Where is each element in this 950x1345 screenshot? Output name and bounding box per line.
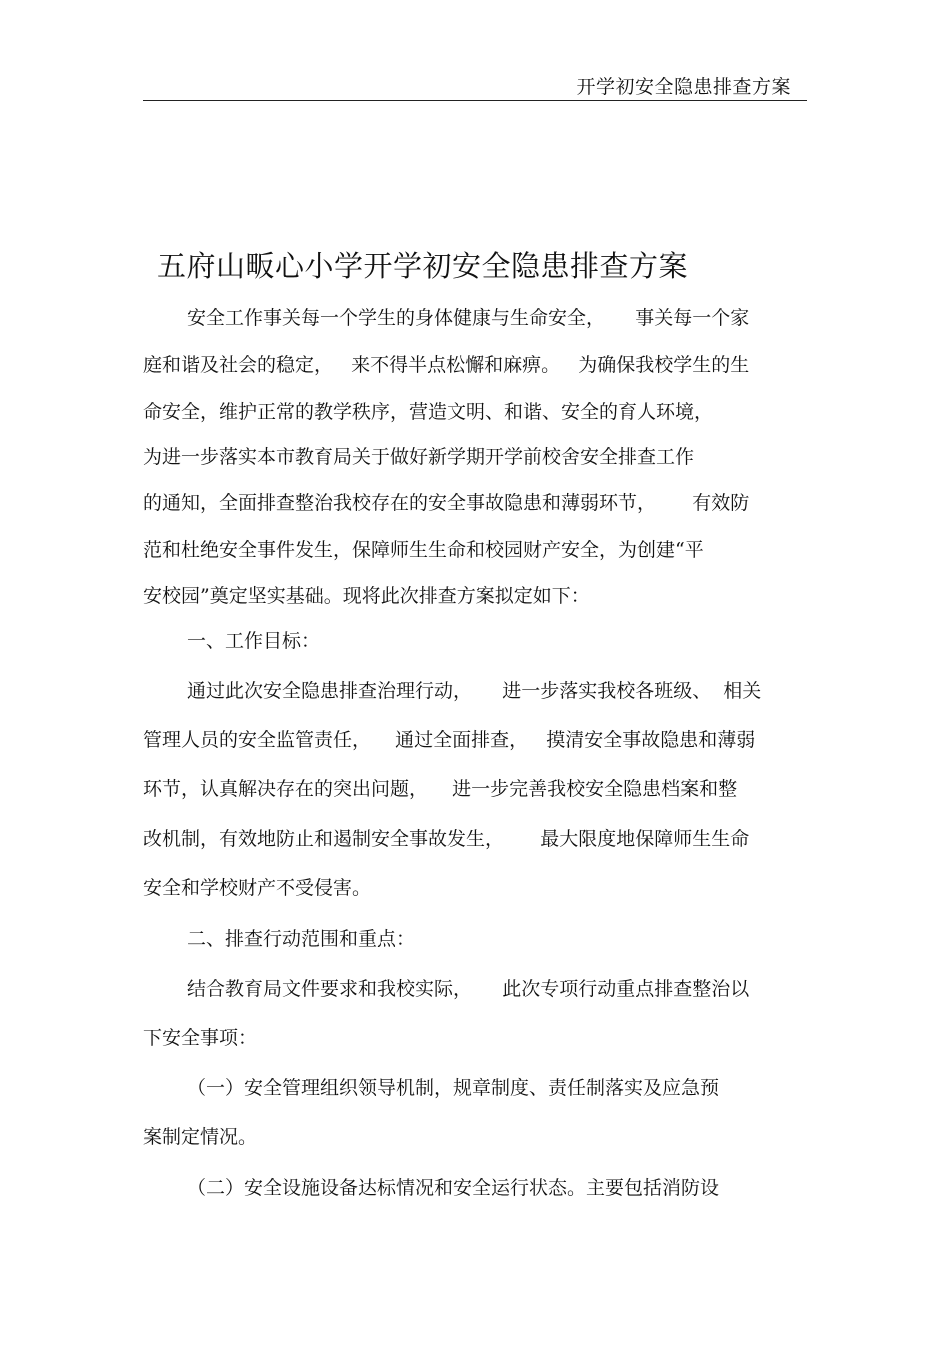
list-item: （一）安全管理组织领导机制，规章制度、责任制落实及应急预 bbox=[187, 1077, 720, 1099]
body-line: 通过此次安全隐患排查治理行动， 进一步落实我校各班级、 相关 bbox=[187, 680, 762, 702]
running-header bbox=[143, 70, 807, 101]
list-item: （二）安全设施设备达标情况和安全运行状态。主要包括消防设 bbox=[187, 1177, 720, 1199]
body-line: 的通知，全面排查整治我校存在的安全事故隐患和薄弱环节， 有效防 bbox=[143, 492, 750, 514]
document-title: 五府山畈心小学开学初安全隐患排查方案 bbox=[157, 249, 689, 283]
body-line: 改机制，有效地防止和遏制安全事故发生， 最大限度地保障师生生命 bbox=[143, 828, 750, 850]
body-line: 命安全，维护正常的教学秩序，营造文明、和谐、安全的育人环境， bbox=[143, 401, 714, 423]
body-line: 安全和学校财产不受侵害。 bbox=[143, 877, 372, 899]
body-line: 管理人员的安全监管责任， 通过全面排查， 摸清安全事故隐患和薄弱 bbox=[143, 729, 756, 751]
body-line: 为进一步落实本市教育局关于做好新学期开学前校舍安全排查工作 bbox=[143, 446, 695, 468]
body-line: 庭和谐及社会的稳定， 来不得半点松懈和麻痹。 为确保我校学生的生 bbox=[143, 354, 750, 376]
body-line: 安校园”奠定坚实基础。现将此次排查方案拟定如下： bbox=[143, 585, 590, 607]
body-line: 案制定情况。 bbox=[143, 1126, 258, 1148]
body-line: 结合教育局文件要求和我校实际， 此次专项行动重点排查整治以 bbox=[187, 978, 750, 1000]
section-heading: 一、工作目标： bbox=[187, 630, 321, 652]
body-line: 环节，认真解决存在的突出问题， 进一步完善我校安全隐患档案和整 bbox=[143, 778, 738, 800]
body-line: 安全工作事关每一个学生的身体健康与生命安全， 事关每一个家 bbox=[187, 307, 750, 329]
running-header-title: 开学初安全隐患排查方案 bbox=[576, 76, 791, 98]
body-line: 下安全事项： bbox=[143, 1027, 258, 1049]
body-line: 范和杜绝安全事件发生，保障师生生命和校园财产安全，为创建“平 bbox=[143, 539, 704, 561]
section-heading: 二、排查行动范围和重点： bbox=[187, 928, 416, 950]
